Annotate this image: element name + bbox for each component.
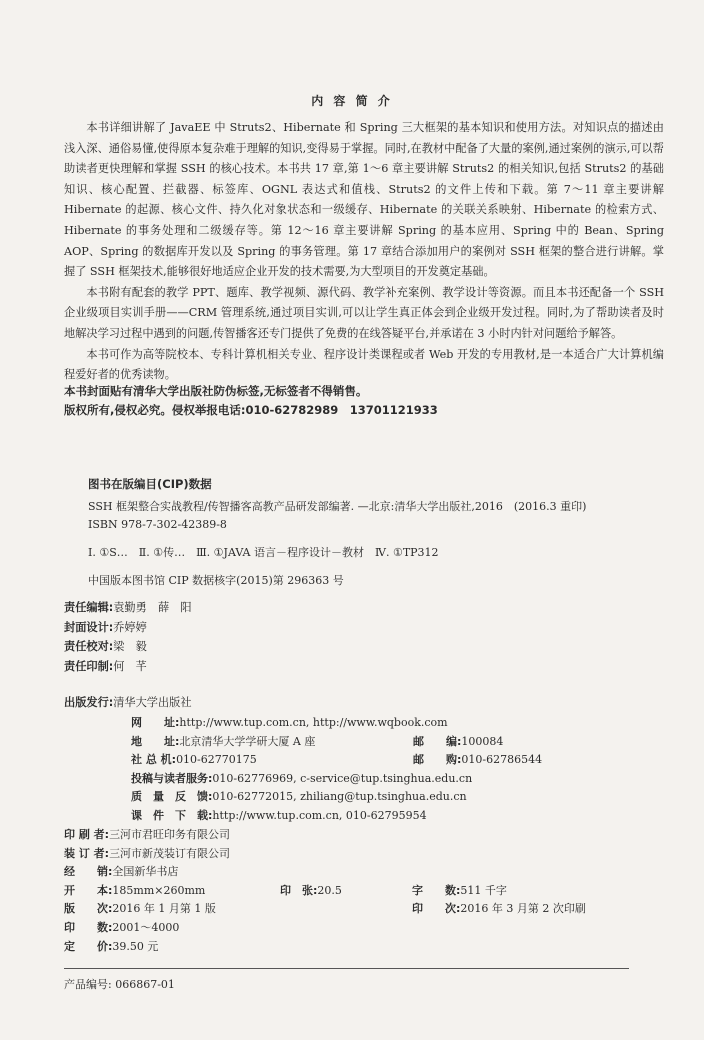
print-specs: [64, 826, 684, 956]
contact-label: 质 量 反 馈:: [131, 790, 213, 804]
binder-value: 三河市新茂装订有限公司: [109, 846, 231, 860]
staff-list: [64, 598, 192, 676]
contact-label: 网 址:: [131, 716, 180, 729]
zip-field: [413, 733, 503, 752]
contact-row: [131, 770, 691, 789]
mail-order-value: 010-62786544: [461, 753, 543, 767]
spec-row: [64, 845, 684, 864]
price-value: 39.50 元: [112, 939, 159, 953]
printer-value: 三河市君旺印务有限公司: [109, 828, 231, 841]
format-value: 185mm×260mm: [112, 883, 206, 897]
edition-value: 2016 年 1 月第 1 版: [112, 902, 216, 916]
spec-label: 印 张:: [280, 883, 318, 897]
cip-classification: Ⅰ. ①S… Ⅱ. ①传… Ⅲ. ①JAVA 语言－程序设计－教材 Ⅳ. ①TP312: [88, 546, 439, 559]
address-value: 北京清华大学学研大厦 A 座: [179, 734, 316, 748]
publisher-value: 清华大学出版社: [113, 696, 192, 709]
cip-record-number: 中国版本图书馆 CIP 数据核字(2015)第 296363 号: [88, 574, 344, 587]
submission-value: 010-62776969, c-service@tup.tsinghua.edu.cn: [212, 771, 473, 785]
summary-paragraph: 本书可作为高等院校本、专科计算机相关专业、程序设计类课程或者 Web 开发的专用教材,是一本适合广大计算机编程爱好者的优秀读物。: [64, 347, 664, 382]
word-count-value: 511 千字: [460, 883, 507, 897]
book-summary: [64, 118, 664, 386]
zip-value: 100084: [461, 734, 504, 748]
contact-label: 投稿与读者服务:: [131, 771, 213, 785]
contact-row: [131, 788, 691, 807]
contact-label: 课 件 下 载:: [131, 808, 213, 822]
summary-paragraph: 本书附有配套的教学 PPT、题库、教学视频、源代码、教学补充案例、教学设计等资源。而且本书还配备一个 SSH 企业级项目实训手册——CRM 管理系统,通过项目实训,可以让学生真正体会到企业级开发过程。同时,为了帮助读者及时地解决学习过程中遇到的问题,传智播客还专门提供了免费的在线答疑平台,并承诺在 3 小时内针对问题给予解答。: [64, 285, 664, 340]
anti-counterfeit-notice: 本书封面贴有清华大学出版社防伪标签,无标签者不得销售。: [64, 384, 368, 398]
contact-label: 邮 购:: [413, 753, 462, 767]
courseware-download-value: http://www.tup.com.cn, 010-62795954: [212, 808, 427, 822]
copyright-notice: [64, 382, 664, 420]
spec-row: [64, 919, 684, 938]
contact-row: [131, 733, 691, 752]
spec-row: [64, 826, 684, 845]
divider: [64, 968, 629, 969]
spec-label: 字 数:: [412, 883, 461, 897]
spec-row: [64, 900, 684, 919]
publisher-contact: [131, 714, 691, 826]
website-value: http://www.tup.com.cn, http://www.wqbook.com: [179, 716, 448, 729]
spec-row: [64, 863, 684, 882]
contact-label: 邮 编:: [413, 734, 462, 748]
spec-label: 经 销:: [64, 865, 113, 879]
contact-label: 地 址:: [131, 734, 180, 748]
cip-heading: 图书在版编目(CIP)数据: [88, 477, 212, 491]
distributor-value: 全国新华书店: [112, 865, 179, 879]
spec-label: 开 本:: [64, 883, 113, 897]
spec-row: [64, 938, 684, 957]
publisher-label: 出版发行:: [64, 696, 114, 709]
word-count-field: [412, 882, 507, 901]
staff-label: 责任校对:: [64, 640, 114, 653]
quality-feedback-value: 010-62772015, zhiliang@tup.tsinghua.edu.cn: [212, 790, 467, 804]
product-code: 产品编号: 066867-01: [64, 978, 175, 991]
staff-row: [64, 637, 192, 657]
staff-value: 乔婷婷: [113, 620, 147, 634]
staff-row: [64, 618, 192, 638]
summary-paragraph: 本书详细讲解了 JavaEE 中 Struts2、Hibernate 和 Spring 三大框架的基本知识和使用方法。对知识点的描述由浅入深、通俗易懂,使得原本复杂难于理解的知识,变得易于掌握。同时,在教材中配备了大量的案例,通过案例的演示,可以帮助读者更快理解和掌握 SSH 的核心技术。本书共 17 章,第 1～6 章主要讲解 Struts2 的相关知识,包括 Struts2 的基础知识、核心配置、拦截器、标签库、OGNL 表达式和值栈、Struts2 的文件上传和下载。第 7～11 章主要讲解 Hibernate 的起源、核心文件、持久化对象状态和一级缓存、Hibernate 的关联关系映射、Hibernate 的检索方式、Hibernate 的事务处理和二级缓存等。第 12～16 章主要讲解 Spring 的基本应用、Spring 中的 Bean、Spring AOP、Spring 的数据库开发以及 Spring 的事务管理。第 17 章结合添加用户的案例对 SSH 框架的整合进行讲解。掌握了 SSH 框架技术,能够很好地适应企业开发的技术需要,为大型项目的开发奠定基础。: [64, 121, 664, 279]
spec-label: 印 次:: [412, 902, 461, 916]
rights-notice: 版权所有,侵权必究。侵权举报电话:010-62782989 13701121933: [64, 403, 438, 417]
staff-row: [64, 657, 192, 677]
staff-label: 责任编辑:: [64, 601, 114, 614]
contact-row: [131, 714, 691, 733]
sheets-field: [280, 882, 342, 901]
staff-row: [64, 598, 192, 618]
staff-value: 袁勤勇 薛 阳: [113, 601, 192, 614]
sheets-value: 20.5: [317, 883, 342, 897]
spec-label: 印 数:: [64, 920, 113, 934]
contact-label: 社 总 机:: [131, 753, 177, 767]
cip-isbn: ISBN 978-7-302-42389-8: [88, 518, 227, 531]
staff-value: 何 芊: [113, 659, 147, 673]
spec-label: 印 刷 者:: [64, 828, 110, 841]
contact-row: [131, 751, 691, 770]
spec-label: 定 价:: [64, 939, 113, 953]
print-count-value: 2001～4000: [112, 920, 180, 934]
switchboard-value: 010-62770175: [176, 753, 257, 767]
mail-order-field: [413, 751, 542, 770]
cip-citation: SSH 框架整合实战教程/传智播客高教产品研发部编著. —北京:清华大学出版社,2016 (2016.3 重印): [88, 500, 587, 513]
spec-label: 版 次:: [64, 902, 113, 916]
cip-block: [88, 498, 688, 590]
page-title: 内 容 简 介: [311, 94, 393, 108]
staff-value: 梁 毅: [113, 640, 147, 653]
staff-label: 责任印制:: [64, 659, 114, 673]
spec-row: [64, 882, 684, 901]
contact-row: [131, 807, 691, 826]
printing-value: 2016 年 3 月第 2 次印刷: [460, 902, 586, 916]
staff-label: 封面设计:: [64, 620, 114, 634]
printing-field: [412, 900, 586, 919]
spec-label: 装 订 者:: [64, 846, 110, 860]
publisher-line: [64, 694, 192, 710]
